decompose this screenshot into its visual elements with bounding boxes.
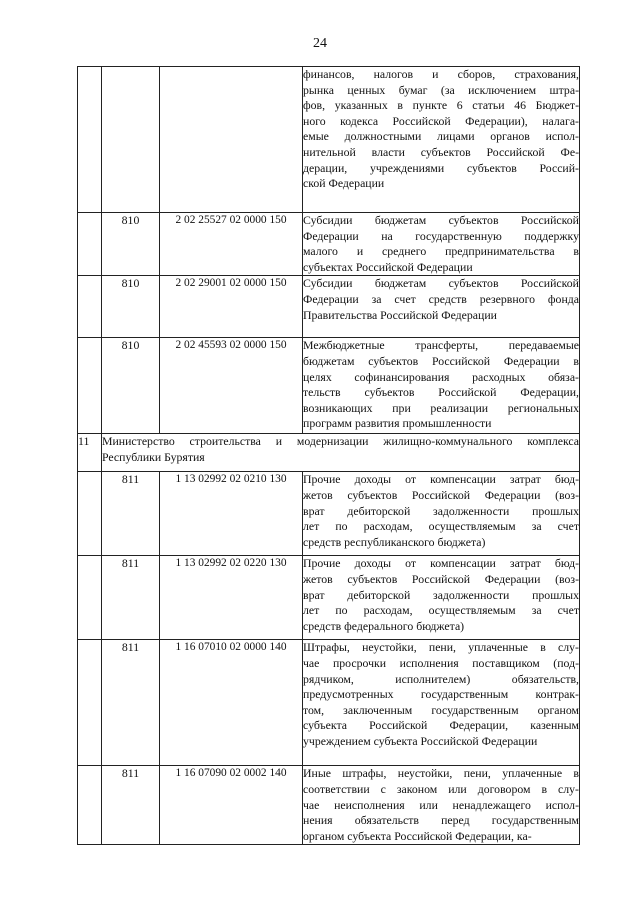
section-title-line: Республики Бурятия [102, 449, 205, 464]
row-number-cell [78, 338, 102, 434]
section-title-line: Министерство строительства и модернизации жилищно-коммунального комплекса [102, 434, 579, 449]
description-cell [303, 213, 580, 276]
revenue-code-cell: 2 02 45593 02 0000 150 [160, 338, 303, 434]
description-line: врат дебиторской задолженности прошлых [303, 587, 579, 602]
description-line: Федерации на государственную поддержку [303, 228, 579, 243]
description-line: субъектах Российской Федерации [303, 259, 473, 274]
description-line: возникающих при реализации региональных [303, 400, 579, 415]
revenue-codes-table [77, 66, 580, 845]
description-line: Прочие доходы от компенсации затрат бюд- [303, 472, 579, 487]
admin-code-cell: 811 [102, 766, 160, 845]
table-row [78, 640, 580, 766]
description-line: учреждением субъекта Российской Федерации [303, 733, 538, 748]
description-line: тельств субъектов Российской Федерации, [303, 385, 579, 400]
description-line: субъекта Российской Федерации, казенным [303, 718, 579, 733]
admin-code-cell: 810 [102, 338, 160, 434]
description-line: предусмотренных государственным контрак- [303, 687, 579, 702]
row-number-cell [78, 67, 102, 213]
description-line: бюджетам субъектов Российской Федерации в [303, 353, 579, 368]
revenue-code-cell: 1 13 02992 02 0220 130 [160, 556, 303, 640]
admin-code-cell: 811 [102, 640, 160, 766]
description-line: Прочие доходы от компенсации затрат бюд- [303, 556, 579, 571]
row-number-cell [78, 472, 102, 556]
description-line: нения обязательств перед государственным [303, 813, 579, 828]
revenue-code-cell [160, 67, 303, 213]
admin-code-cell: 811 [102, 472, 160, 556]
description-line: лет по расходам, осуществляемым за счет [303, 603, 579, 618]
description-line: чае неисполнения или ненадлежащего испол- [303, 797, 579, 812]
description-line: рядчиком, исполнителем) обязательств, [303, 671, 579, 686]
revenue-code-cell: 2 02 29001 02 0000 150 [160, 276, 303, 338]
admin-code-cell: 811 [102, 556, 160, 640]
description-line: том, заключенным государственным органом [303, 702, 579, 717]
description-line: фов, указанных в пункте 6 статьи 46 Бюджет- [303, 98, 579, 113]
description-line: жетов субъектов Российской Федерации (воз- [303, 571, 579, 586]
revenue-code-cell: 1 16 07090 02 0002 140 [160, 766, 303, 845]
description-line: Правительства Российской Федерации [303, 307, 497, 322]
revenue-code-cell: 1 16 07010 02 0000 140 [160, 640, 303, 766]
table-row [78, 276, 580, 338]
description-line: нительной власти субъектов Российской Фе- [303, 144, 579, 159]
description-line: органом субъекта Российской Федерации, ка- [303, 828, 532, 843]
description-line: дерации, учреждениями субъектов Россий- [303, 160, 579, 175]
description-line: финансов, налогов и сборов, страхования, [303, 67, 579, 81]
section-header-row [78, 434, 580, 472]
table-row [78, 67, 580, 213]
description-cell [303, 67, 580, 213]
section-number: 11 [78, 434, 102, 472]
description-line: жетов субъектов Российской Федерации (воз- [303, 487, 579, 502]
description-line: Штрафы, неустойки, пени, уплаченные в слу- [303, 640, 579, 655]
description-line: Иные штрафы, неустойки, пени, уплаченные в [303, 766, 579, 781]
description-line: целях софинансирования расходных обяза- [303, 369, 579, 384]
description-cell [303, 338, 580, 434]
row-number-cell [78, 213, 102, 276]
description-line: программ развития промышленности [303, 416, 492, 431]
description-line: средств федерального бюджета) [303, 618, 465, 633]
description-line: ного кодекса Российской Федерации), налага- [303, 113, 579, 128]
table-row [78, 766, 580, 845]
description-line: ской Федерации [303, 176, 385, 191]
description-cell [303, 556, 580, 640]
description-line: Федерации за счет средств резервного фонда [303, 291, 579, 306]
description-line: Субсидии бюджетам субъектов Российской [303, 276, 579, 291]
row-number-cell [78, 276, 102, 338]
page-number: 24 [313, 36, 327, 51]
row-number-cell [78, 766, 102, 845]
admin-code-cell: 810 [102, 276, 160, 338]
description-line: малого и среднего предпринимательства в [303, 244, 579, 259]
table-row [78, 338, 580, 434]
description-line: лет по расходам, осуществляемым за счет [303, 519, 579, 534]
table-row [78, 556, 580, 640]
revenue-code-cell: 1 13 02992 02 0210 130 [160, 472, 303, 556]
description-cell [303, 640, 580, 766]
description-line: соответствии с законом или договором в слу- [303, 781, 579, 796]
description-line: врат дебиторской задолженности прошлых [303, 503, 579, 518]
table-row [78, 213, 580, 276]
description-cell [303, 472, 580, 556]
description-line: емые должностными лицами органов испол- [303, 129, 579, 144]
description-cell [303, 766, 580, 845]
row-number-cell [78, 640, 102, 766]
description-line: чае просрочки исполнения поставщиком (под- [303, 655, 579, 670]
description-line: средств республиканского бюджета) [303, 534, 486, 549]
admin-code-cell [102, 67, 160, 213]
revenue-code-cell: 2 02 25527 02 0000 150 [160, 213, 303, 276]
section-title [102, 434, 580, 472]
description-line: Межбюджетные трансферты, передаваемые [303, 338, 579, 353]
row-number-cell [78, 556, 102, 640]
description-cell [303, 276, 580, 338]
admin-code-cell: 810 [102, 213, 160, 276]
description-line: рынка ценных бумаг (за исключением штра- [303, 82, 579, 97]
table-row [78, 472, 580, 556]
description-line: Субсидии бюджетам субъектов Российской [303, 213, 579, 227]
